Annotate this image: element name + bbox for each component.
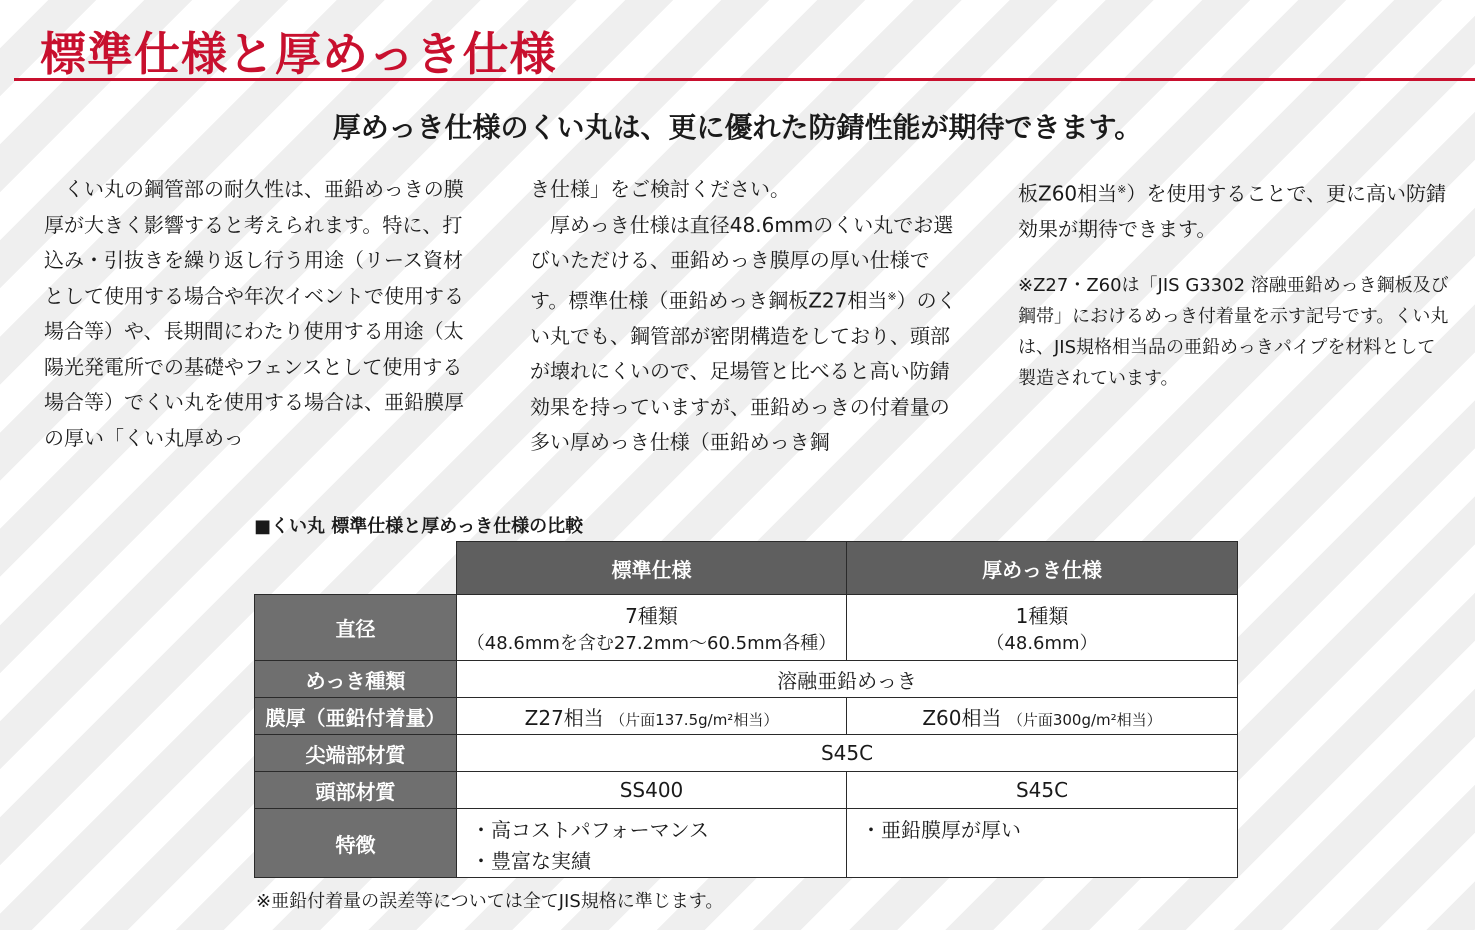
page-title: 標準仕様と厚めっき仕様 <box>40 27 557 81</box>
cell-thickness-standard <box>457 698 847 735</box>
cell-tip-material: S45C <box>457 735 1238 772</box>
table-row-tip-material <box>255 735 1238 772</box>
cell-main-text: 1種類 <box>1015 604 1069 628</box>
body-paragraph <box>1018 172 1450 248</box>
table-row-head-material <box>255 772 1238 809</box>
cell-sub-text: （片面300g/m²相当） <box>1007 710 1162 729</box>
row-label-tip-material: 尖端部材質 <box>255 735 457 772</box>
table-corner <box>255 542 457 595</box>
feature-item: ・高コストパフォーマンス <box>471 818 709 842</box>
footnote-mark: ※ <box>887 289 897 303</box>
body-text: 板Z60相当 <box>1018 181 1118 206</box>
table-title: ■くい丸 標準仕様と厚めっき仕様の比較 <box>254 516 584 537</box>
cell-diameter-thick <box>847 595 1238 661</box>
cell-head-material-thick: S45C <box>847 772 1238 809</box>
cell-main-text: Z27相当 <box>524 705 604 730</box>
cell-features-thick <box>847 809 1238 878</box>
table-footnote: ※亜鉛付着量の誤差等については全てJIS規格に準じます。 <box>256 891 724 912</box>
jis-note: ※Z27・Z60は「JIS G3302 溶融亜鉛めっき鋼板及び鋼帯」におけるめっき付着量を示す記号です。くい丸は、JIS規格相当品の亜鉛めっきパイプを材料として製造されています。 <box>1018 274 1449 389</box>
cell-features-standard <box>457 809 847 878</box>
body-paragraph: き仕様」をご検討ください。 <box>530 177 790 201</box>
body-text: ）のくい丸でも、鋼管部が密閉構造をしており、頭部が壊れにくいので、足場管と比べると高い防錆効果を持っていますが、亜鉛めっきの付着量の多い厚めっき仕様（亜鉛めっき鋼 <box>530 288 957 455</box>
cell-sub-text: （片面137.5g/m²相当） <box>610 710 779 729</box>
table-header-row <box>255 542 1238 595</box>
table-row-plating-type <box>255 661 1238 698</box>
feature-item: ・亜鉛膜厚が厚い <box>861 818 1021 842</box>
body-text: くい丸の鋼管部の耐久性は、亜鉛めっきの膜厚が大きく影響すると考えられます。特に、打込み・引抜きを繰り返し行う用途（リース資材として使用する場合や年次イベントで使用する場合等）や、長期間にわたり使用する用途（太陽光発電所での基礎やフェンスとして使用する場合等）でくい丸を使用する場合は、亜鉛膜厚の厚い「くい丸厚めっ <box>44 177 464 450</box>
body-paragraph <box>44 172 476 456</box>
body-column-2 <box>530 172 962 461</box>
body-text: ）を使用することで、更に高い防錆効果が期待できます。 <box>1018 181 1446 242</box>
column-header-standard: 標準仕様 <box>457 542 847 595</box>
body-column-3 <box>1018 172 1450 394</box>
row-label-thickness: 膜厚（亜鉛付着量） <box>255 698 457 735</box>
comparison-table <box>254 541 1238 878</box>
body-column-1 <box>44 172 476 456</box>
cell-sub-text: （48.6mmを含む27.2mm～60.5mm各種） <box>466 633 837 654</box>
cell-sub-text: （48.6mm） <box>986 633 1098 654</box>
table-row-diameter <box>255 595 1238 661</box>
column-header-thick: 厚めっき仕様 <box>847 542 1238 595</box>
cell-main-text: 7種類 <box>625 604 678 628</box>
body-text: 厚めっき仕様は直径48.6mmのくい丸でお選びいただける、亜鉛めっき膜厚の厚い仕様です。標準仕様（亜鉛めっき鋼板Z27相当 <box>530 212 954 313</box>
cell-main-text: Z60相当 <box>922 705 1002 730</box>
row-label-diameter: 直径 <box>255 595 457 661</box>
cell-diameter-standard <box>457 595 847 661</box>
cell-head-material-standard: SS400 <box>457 772 847 809</box>
table-row-thickness <box>255 698 1238 735</box>
title-bar <box>14 8 1475 81</box>
feature-item: ・豊富な実績 <box>471 849 591 873</box>
row-label-plating-type: めっき種類 <box>255 661 457 698</box>
subtitle: 厚めっき仕様のくい丸は、更に優れた防錆性能が期待できます。 <box>332 111 1143 144</box>
cell-thickness-thick <box>847 698 1238 735</box>
table-row-features <box>255 809 1238 878</box>
footnote-mark: ※ <box>1117 183 1127 196</box>
row-label-features: 特徴 <box>255 809 457 878</box>
body-paragraph <box>530 208 962 461</box>
row-label-head-material: 頭部材質 <box>255 772 457 809</box>
cell-plating-type: 溶融亜鉛めっき <box>457 661 1238 698</box>
